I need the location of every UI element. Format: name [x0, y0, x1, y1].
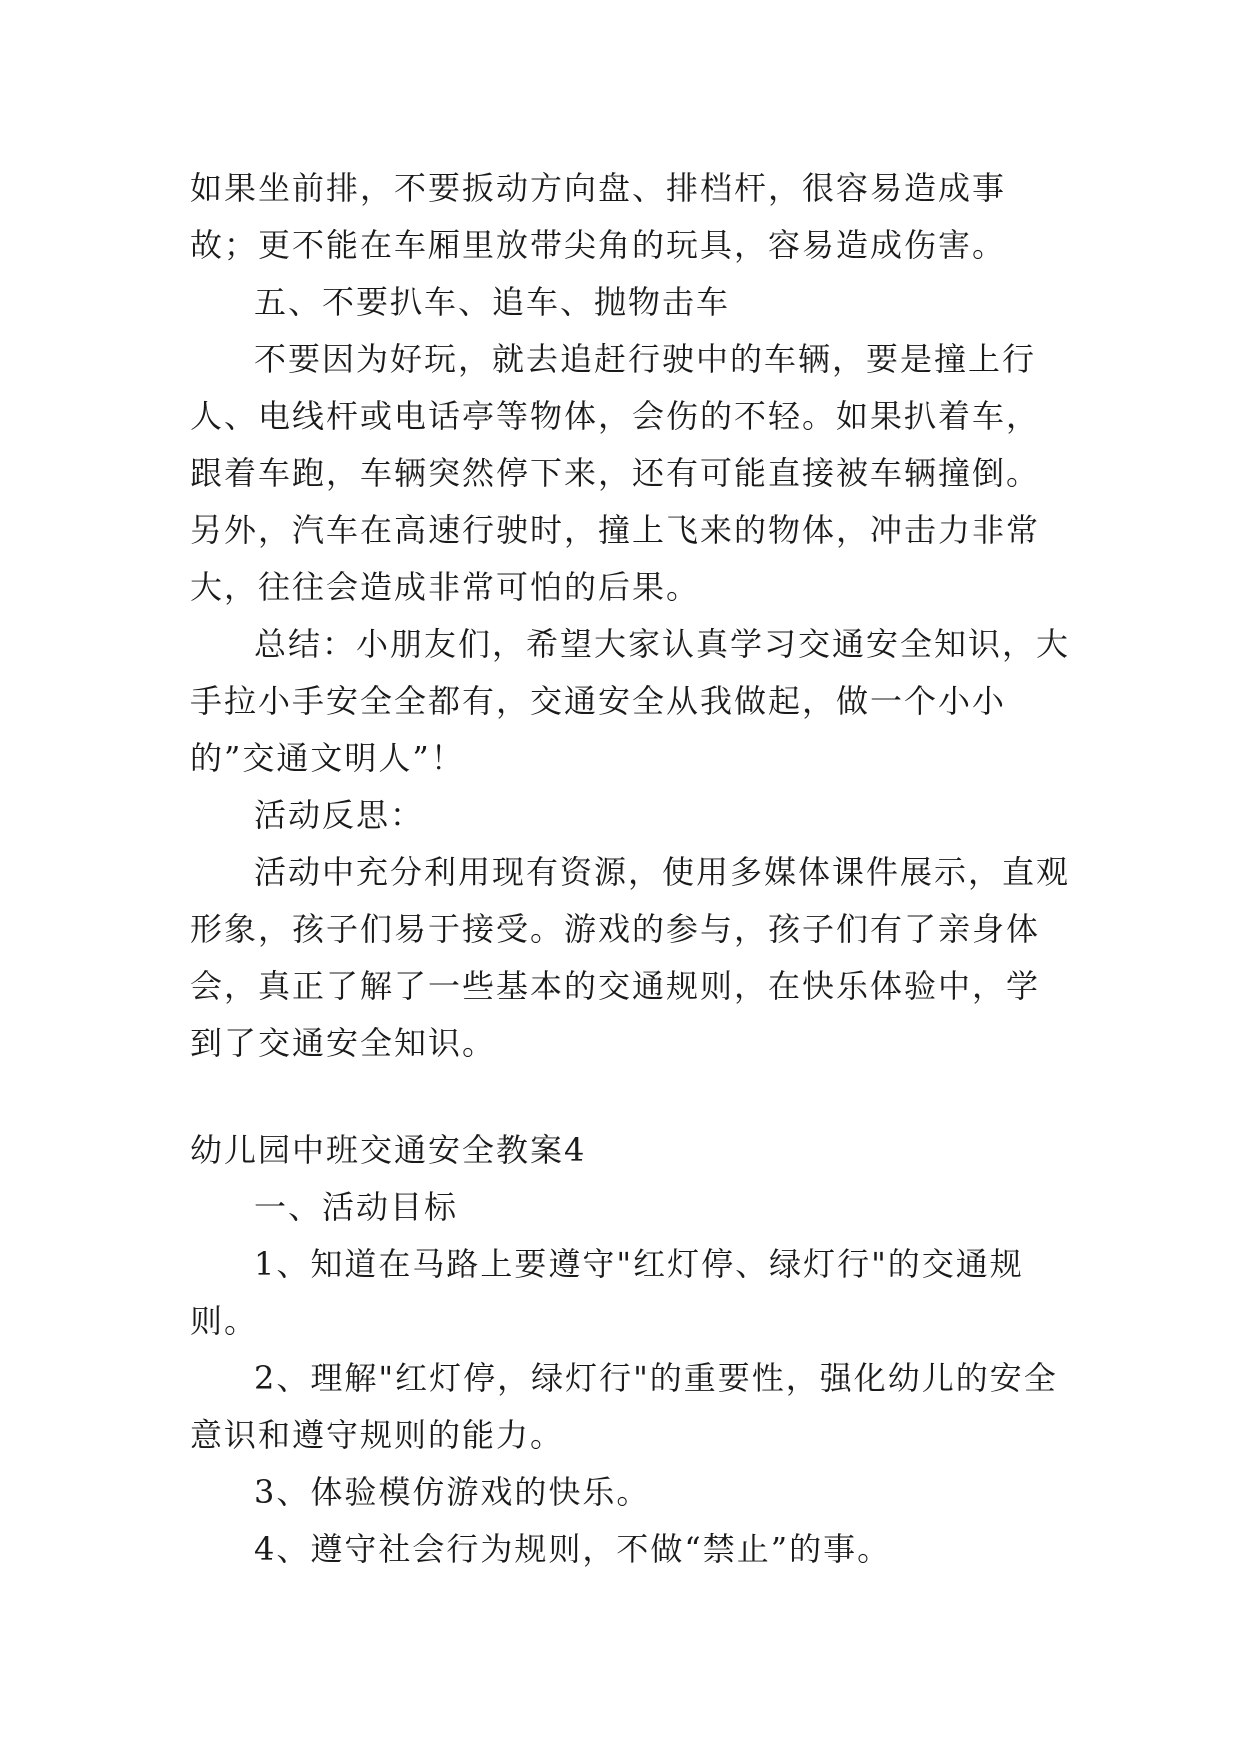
paragraph-front-seat: 如果坐前排，不要扳动方向盘、排档杆，很容易造成事故；更不能在车厢里放带尖角的玩具，容易造成伤害。	[190, 169, 1007, 264]
paragraph-summary: 总结：小朋友们，希望大家认真学习交通安全知识，大手拉小手安全全都有，交通安全从我做起，做一个小小的”交通文明人”！	[190, 625, 1071, 777]
goal-item-2: 2、理解"红灯停，绿灯行"的重要性，强化幼儿的安全意识和遵守规则的能力。	[190, 1359, 1058, 1454]
heading-reflection: 活动反思：	[254, 796, 425, 834]
goal-item-3: 3、体验模仿游戏的快乐。	[254, 1473, 651, 1511]
heading-activity-goals: 一、活动目标	[254, 1188, 459, 1226]
section-title: 幼儿园中班交通安全教案4	[190, 1131, 587, 1169]
goal-item-1: 1、知道在马路上要遵守"红灯停、绿灯行"的交通规则。	[190, 1245, 1024, 1340]
goal-item-4: 4、遵守社会行为规则，不做“禁止”的事。	[254, 1530, 892, 1568]
heading-five: 五、不要扒车、追车、抛物击车	[254, 283, 731, 321]
document-body	[190, 160, 1070, 1578]
paragraph-reflection: 活动中充分利用现有资源，使用多媒体课件展示，直观形象，孩子们易于接受。游戏的参与，孩子们有了亲身体会，真正了解了一些基本的交通规则，在快乐体验中，学到了交通安全知识。	[190, 853, 1071, 1062]
paragraph-chasing-cars: 不要因为好玩，就去追赶行驶中的车辆，要是撞上行人、电线杆或电话亭等物体，会伤的不轻。如果扒着车，跟着车跑，车辆突然停下来，还有可能直接被车辆撞倒。另外，汽车在高速行驶时，撞上飞来的物体，冲击力非常大，往往会造成非常可怕的后果。	[190, 340, 1041, 606]
